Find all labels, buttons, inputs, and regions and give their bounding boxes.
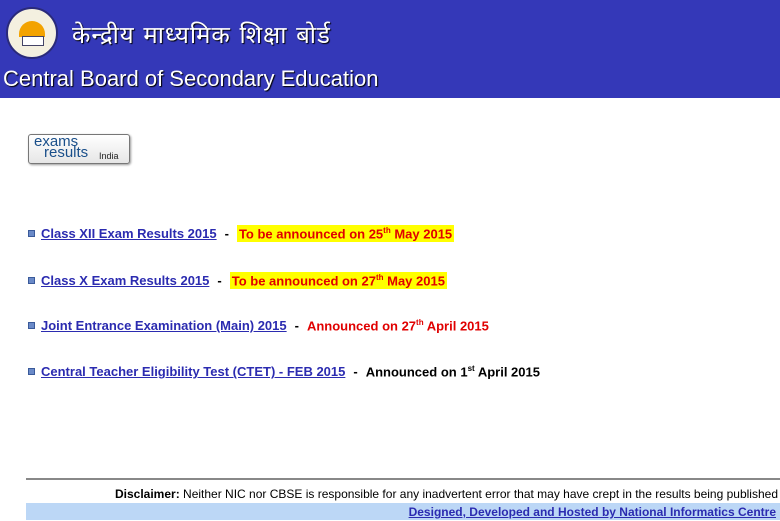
hindi-title: केन्द्रीय माध्यमिक शिक्षा बोर्ड	[72, 21, 331, 49]
status-text: To be announced on 27th May 2015	[231, 273, 445, 289]
result-item	[28, 364, 540, 379]
ctet-results-link[interactable]: Central Teacher Eligibility Test (CTET) - FEB 2015	[41, 364, 346, 380]
badge-text: results	[44, 144, 89, 161]
badge-text: exams	[34, 133, 79, 150]
separator: -	[224, 226, 229, 242]
nic-credit-link[interactable]: Designed, Developed and Hosted by National Informatics Centre	[408, 505, 776, 519]
footer-bar	[26, 503, 780, 520]
status-text: Announced on 27th April 2015	[306, 318, 489, 334]
jee-main-results-link[interactable]: Joint Entrance Examination (Main) 2015	[41, 318, 287, 334]
separator: -	[353, 364, 358, 380]
result-item	[28, 318, 489, 333]
divider	[26, 478, 780, 480]
cbse-logo-icon	[6, 7, 58, 59]
separator: -	[294, 318, 299, 334]
bullet-icon	[28, 230, 35, 237]
result-item	[28, 225, 454, 242]
bullet-icon	[28, 322, 35, 329]
badge-text: India	[99, 151, 119, 161]
status-text: Announced on 1st April 2015	[365, 364, 540, 380]
bullet-icon	[28, 368, 35, 375]
status-text: To be announced on 25th May 2015	[238, 226, 453, 242]
site-header	[0, 0, 780, 98]
english-title: Central Board of Secondary Education	[3, 66, 379, 91]
disclaimer: Disclaimer: Neither NIC nor CBSE is responsible for any inadvertent error that may have crept in the results being published	[114, 487, 778, 501]
exams-results-india-logo[interactable]	[28, 134, 130, 164]
result-item	[28, 272, 447, 289]
class-xii-results-link[interactable]: Class XII Exam Results 2015	[41, 226, 217, 242]
bullet-icon	[28, 277, 35, 284]
class-x-results-link[interactable]: Class X Exam Results 2015	[41, 273, 210, 289]
separator: -	[217, 273, 222, 289]
